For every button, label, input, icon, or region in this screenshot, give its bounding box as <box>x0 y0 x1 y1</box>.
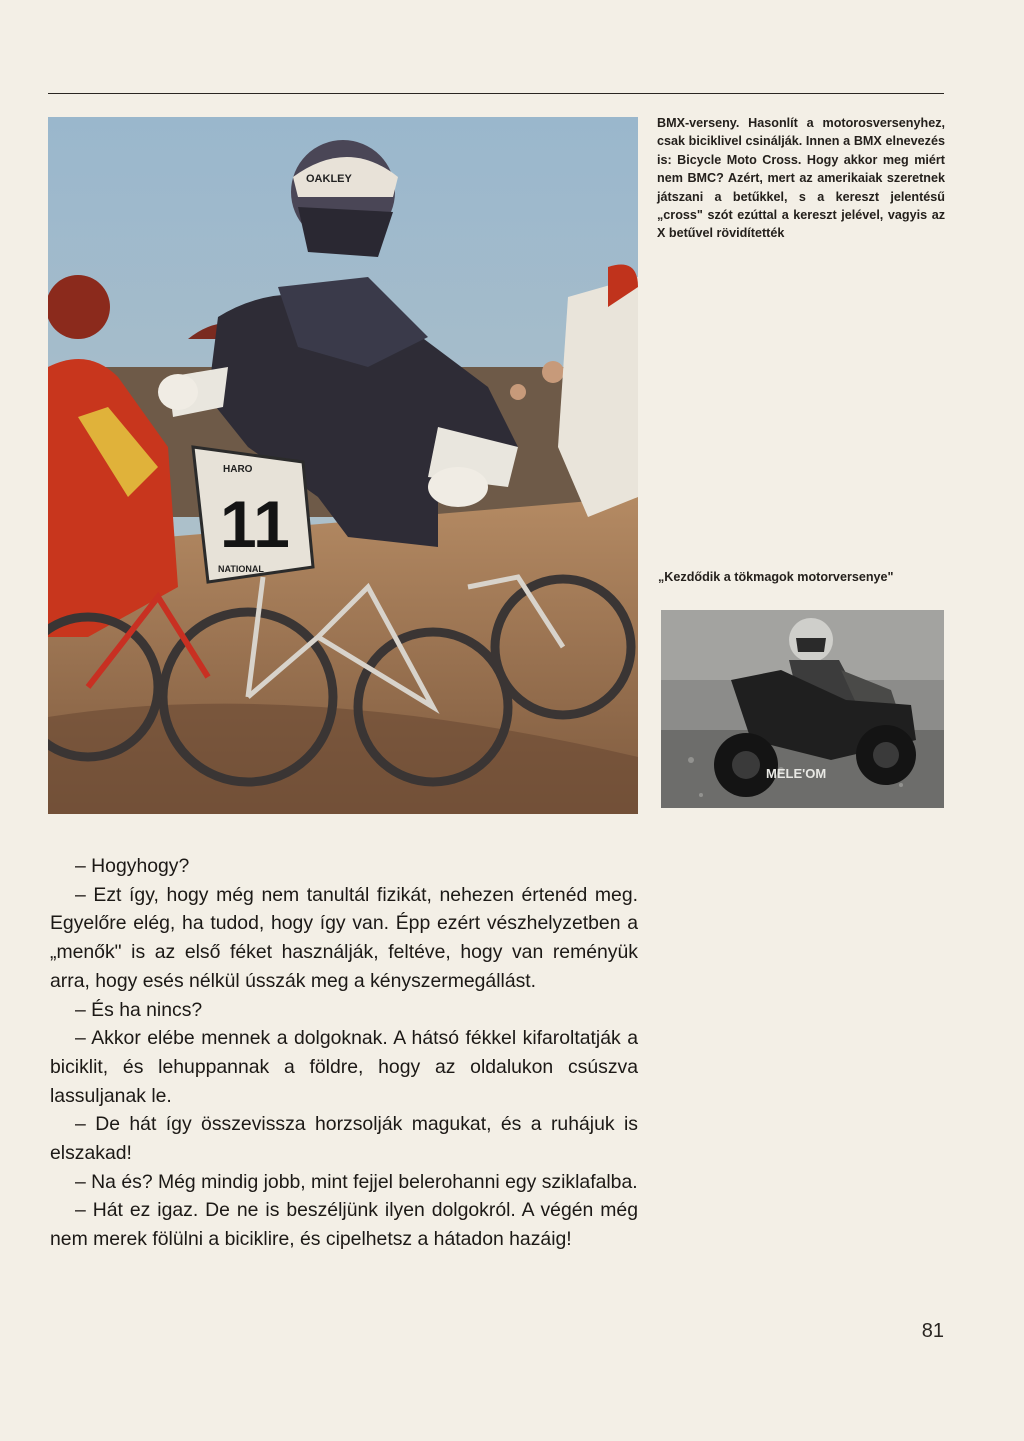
paragraph: – Akkor elébe mennek a dolgoknak. A hátsó fékkel kifaroltatják a biciklit, és lehuppannak a földre, hogy az oldalukon csúszva lassuljanak le. <box>50 1027 638 1107</box>
helmet-text: OAKLEY <box>306 173 352 185</box>
paragraph: – És ha nincs? <box>75 998 203 1021</box>
bmx-race-photo <box>48 117 638 814</box>
plate-text-bottom: NATIONAL <box>218 564 264 574</box>
kid-motorbike-photo <box>661 610 944 808</box>
header-rule <box>48 93 944 94</box>
inset-photo-caption: „Kezdődik a tökmagok motorversenye" <box>658 570 894 584</box>
paragraph: – De hát így összevissza horzsolják magukat, és a ruhájuk is elszakad! <box>50 1113 638 1165</box>
bike-text: MELE'OM <box>766 766 827 781</box>
page-number: 81 <box>921 1320 944 1342</box>
paragraph: – Hogyhogy? <box>75 855 190 877</box>
race-number: 11 <box>220 487 290 561</box>
plate-text-top: HARO <box>223 464 253 475</box>
body-text <box>50 852 638 1254</box>
paragraph: – Hát ez igaz. De ne is beszéljünk ilyen dolgokról. A végén még nem merek fölülni a biciklire, és cipelhetsz a hátadon hazáig! <box>50 1199 638 1251</box>
paragraph: – Na és? Még mindig jobb, mint fejjel belerohanni egy sziklafalba. <box>75 1170 638 1193</box>
paragraph: – Ezt így, hogy még nem tanultál fizikát, nehezen értenéd meg. Egyelőre elég, ha tudod, hogy így van. Épp ezért vészhelyzetben a „menők" is az első féket használják, feltéve, hogy van reményük arra, hogy esés nélkül ússzák meg a kényszermegállást. <box>50 883 638 992</box>
main-photo-caption: BMX-verseny. Hasonlít a motorosversenyhez, csak biciklivel csinálják. Innen a BMX elnevezés is: Bicycle Moto Cross. Hogy akkor meg miért nem BMC? Azért, mert az amerikaiak szeretnek játszani a betűkkel, s a kereszt jelentésű „cross" szót ezúttal a kereszt jelével, vagyis az X betűvel rövidítették <box>657 116 945 241</box>
